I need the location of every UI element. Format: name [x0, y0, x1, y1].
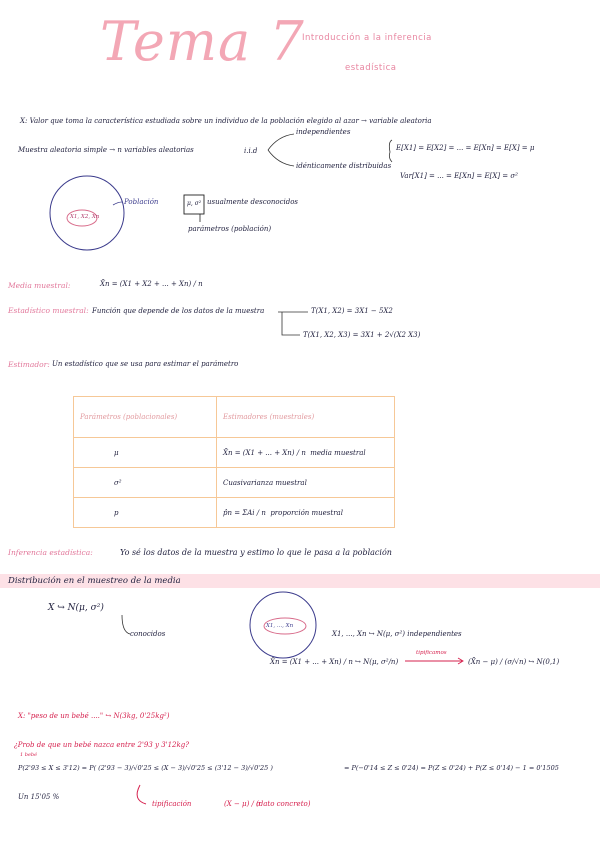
poblacion-vars: X1, X2, Xn	[70, 214, 100, 220]
ejemplo-x-def: X: "peso de un bebé ...." ↪ N(3kg, 0'25kg²)	[18, 712, 170, 720]
page-subtitle-2: estadística	[345, 63, 397, 73]
distribucion-label: Distribución en el muestreo de la media	[8, 576, 181, 586]
x-definition: X: Valor que toma la característica estudiada sobre un individuo de la población elegido al azar → variable aleatoria	[20, 117, 432, 125]
table-header-row	[74, 397, 395, 438]
ejemplo-resultado: Un 15'05 %	[18, 793, 60, 801]
indep-formula: X1, ..., Xn ↪ N(μ, σ²) independientes	[332, 630, 462, 638]
tipificacion-label: tipificación	[152, 800, 192, 808]
page-title: Tema 7	[100, 10, 305, 73]
x-normal: X ↪ N(μ, σ²)	[48, 603, 104, 613]
estimador-cell	[217, 438, 395, 468]
poblacion-circle	[50, 176, 124, 250]
table-row	[74, 438, 395, 468]
param-cell: μ	[74, 438, 217, 468]
estimador-def: Un estadístico que se usa para estimar el parámetro	[52, 360, 239, 368]
param-cell: σ²	[74, 468, 217, 498]
esperanza-formula: E[X1] = E[X2] = ... = E[Xn] = E[X] = μ	[396, 144, 535, 152]
estimador-formula: X̄n = (X1 + ... + Xn) / n	[223, 448, 306, 457]
iid-label: i.i.d	[244, 147, 258, 155]
ejemplo-pregunta: ¿Prob de que un bebé nazca entre 2'93 y 3'12kg?	[14, 741, 189, 749]
param-cell: p	[74, 498, 217, 528]
estadistico-ex1: T(X1, X2) = 3X1 − 5X2	[311, 307, 393, 315]
table-header-parametros: Parámetros (poblacionales)	[74, 397, 217, 438]
conocidos-label: conocidos	[130, 630, 166, 638]
table-header-estimadores: Estimadores (muestrales)	[217, 397, 395, 438]
independientes-label: independientes	[296, 128, 351, 136]
estimador-desc: media muestral	[310, 448, 366, 457]
muestra-aleatoria: Muestra aleatoria simple → n variables aleatorias	[18, 146, 194, 154]
muestra-vars: X1, ..., Xn	[266, 623, 294, 629]
estimador-desc: proporción muestral	[270, 508, 343, 517]
tipificamos-label: tipificamos	[416, 650, 447, 656]
estadistico-label: Estadístico muestral:	[8, 306, 89, 315]
inferencia-label: Inferencia estadística:	[8, 548, 93, 557]
estimador-formula: p̂n = ΣAi / n	[223, 508, 266, 517]
estimador-label: Estimador:	[8, 360, 50, 369]
params-box-text: μ, σ²	[187, 200, 202, 207]
ejemplo-calc1: P(2'93 ≤ X ≤ 3'12) = P( (2'93 − 3)/√0'25 ≤ (X − 3)/√0'25 ≤ (3'12 − 3)/√0'25 )	[18, 764, 273, 772]
estimador-cell	[217, 498, 395, 528]
estadistico-ex2: T(X1, X2, X3) = 3X1 + 2√(X2 X3)	[303, 331, 421, 339]
identicamente-label: idénticamente distribuidas	[296, 162, 392, 170]
ejemplo-un-bebe: 1 bebé	[20, 752, 38, 758]
desconocidos-label: usualmente desconocidos	[207, 198, 299, 206]
parametros-estimadores-table	[73, 396, 395, 528]
table-row	[74, 498, 395, 528]
inferencia-def: Yo sé los datos de la muestra y estimo lo que le pasa a la población	[120, 548, 392, 557]
dato-concreto: (dato concreto)	[256, 800, 311, 808]
media-muestral-label: Media muestral:	[8, 281, 71, 290]
media-muestral-formula: X̄n = (X1 + X2 + ... + Xn) / n	[100, 280, 203, 288]
parametros-label: parámetros (población)	[188, 225, 272, 233]
ejemplo-calc2: = P(−0'14 ≤ Z ≤ 0'24) = P(Z ≤ 0'24) + P(Z ≤ 0'14) − 1 = 0'1505	[344, 764, 559, 772]
varianza-formula: Var[X1] = ... = E[Xn] = E[X] = σ²	[400, 172, 518, 180]
xbar-formula: X̄n = (X1 + ... + Xn) / n ↪ N(μ, σ²/n)	[270, 658, 399, 666]
page-subtitle: Introducción a la inferencia	[302, 33, 432, 43]
estadistico-def: Función que depende de los datos de la muestra	[92, 307, 265, 315]
estimador-cell	[217, 468, 395, 498]
z-formula: (X̄n − μ) / (σ/√n) ↪ N(0,1)	[468, 658, 560, 666]
estimador-formula: Cuasivarianza muestral	[223, 478, 307, 487]
table-row	[74, 468, 395, 498]
poblacion-label: Población	[124, 198, 159, 206]
tipificacion-formula: (X − μ) / σ	[224, 800, 261, 808]
